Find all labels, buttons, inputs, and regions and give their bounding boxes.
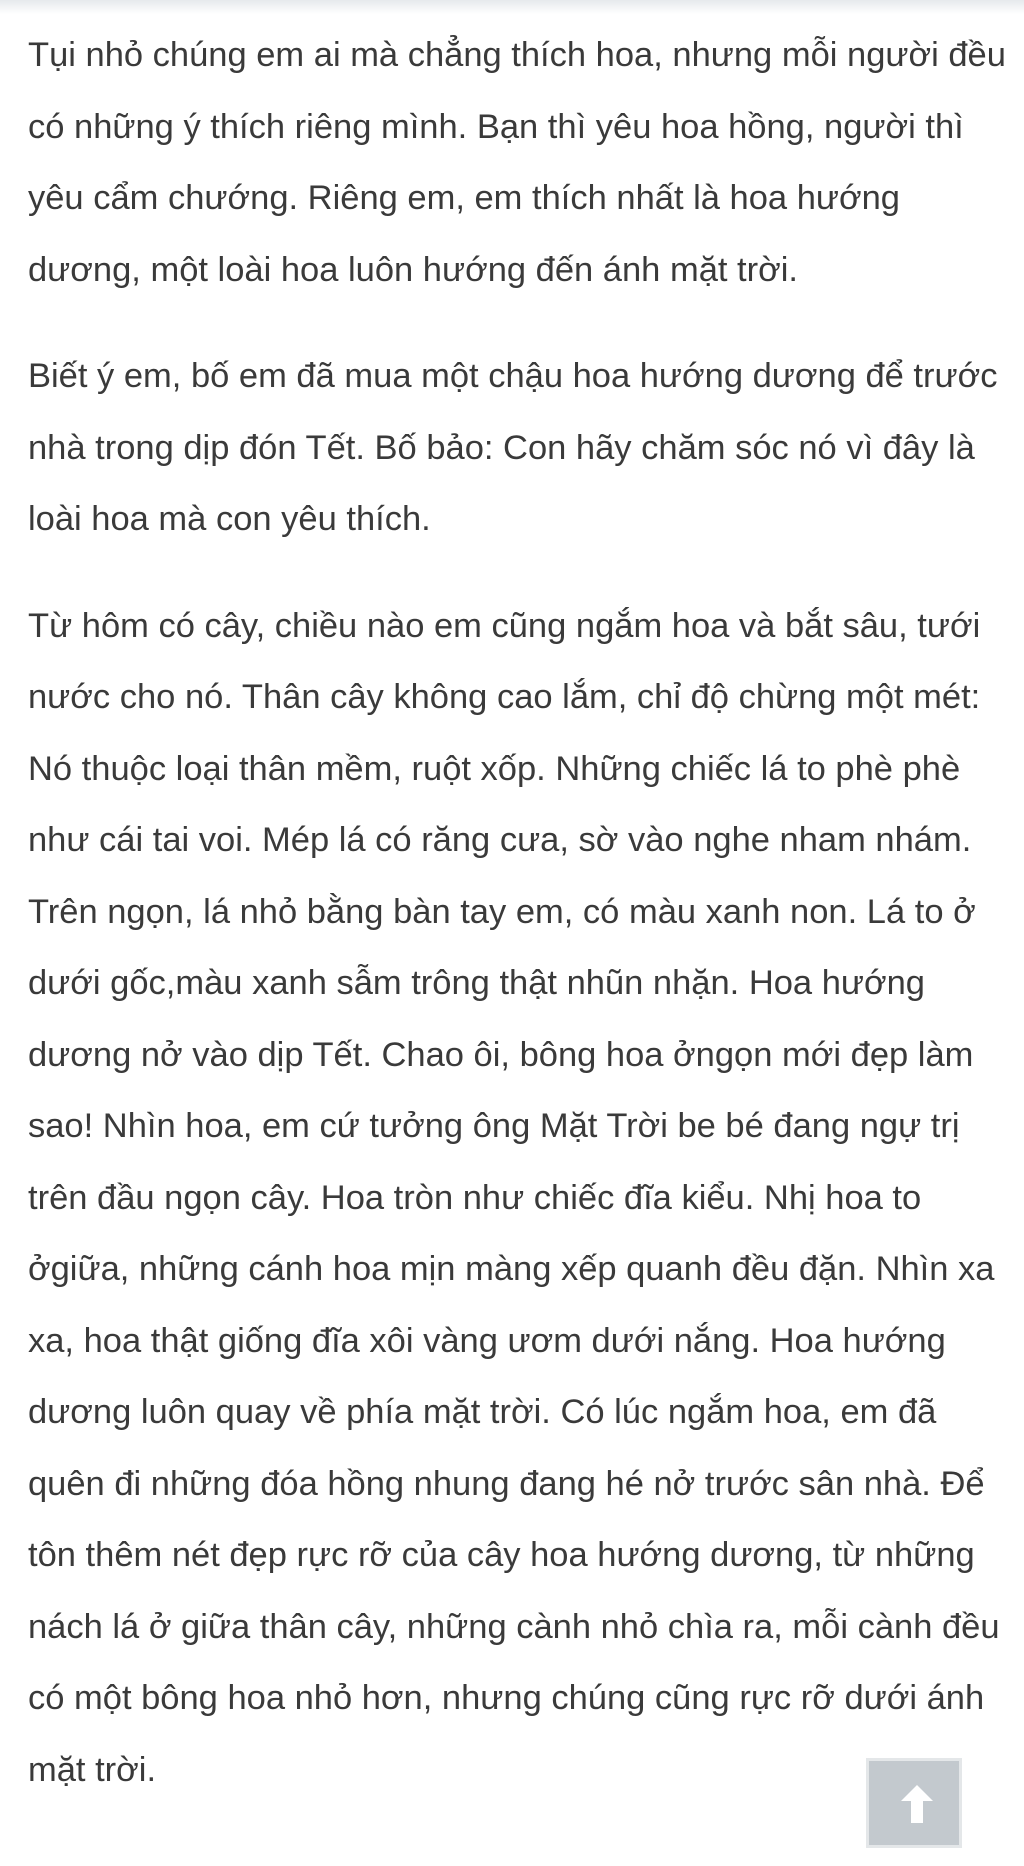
- scroll-to-top-button[interactable]: [866, 1758, 962, 1848]
- arrow-up-icon: [899, 1783, 935, 1825]
- paragraph-description: Từ hôm có cây, chiều nào em cũng ngắm hoa và bắt sâu, tưới nước cho nó. Thân cây không cao lắm, chỉ độ chừng một mét: Nó thuộc loại thân mềm, ruột xốp. Những chiếc lá to phè phè như cái tai voi. Mép lá có răng cưa, sờ vào nghe nham nhám. Trên ngọn, lá nhỏ bằng bàn tay em, có màu xanh non. Lá to ở dưới gốc,màu xanh sẫm trông thật nhũn nhặn. Hoa hướng dương nở vào dịp Tết. Chao ôi, bông hoa ởngọn mới đẹp làm sao! Nhìn hoa, em cứ tưởng ông Mặt Trời be bé đang ngự trị trên đầu ngọn cây. Hoa tròn như chiếc đĩa kiểu. Nhị hoa to ởgiữa, những cánh hoa mịn màng xếp quanh đều đặn. Nhìn xa xa, hoa thật giống đĩa xôi vàng ươm dưới nắng. Hoa hướng dương luôn quay về phía mặt trời. Có lúc ngắm hoa, em đã quên đi những đóa hồng nhung đang hé nở trước sân nhà. Để tôn thêm nét đẹp rực rỡ của cây hoa hướng dương, từ những nách lá ở giữa thân cây, những cành nhỏ chìa ra, mỗi cành đều có một bông hoa nhỏ hơn, nhưng chúng cũng rực rỡ dưới ánh mặt trời.: [28, 606, 1000, 1789]
- paragraph-gift: Biết ý em, bố em đã mua một chậu hoa hướng dương để trước nhà trong dịp đón Tết. Bố bảo: Con hãy chăm sóc nó vì đây là loài hoa mà con yêu thích.: [28, 357, 998, 538]
- top-shadow: [0, 0, 1024, 14]
- article-body: [28, 20, 1008, 1806]
- paragraph-intro: Tụi nhỏ chúng em ai mà chẳng thích hoa, nhưng mỗi người đều có những ý thích riêng mình. Bạn thì yêu hoa hồng, người thì yêu cẩm chướng. Riêng em, em thích nhất là hoa hướng dương, một loài hoa luôn hướng đến ánh mặt trời.: [28, 36, 1006, 289]
